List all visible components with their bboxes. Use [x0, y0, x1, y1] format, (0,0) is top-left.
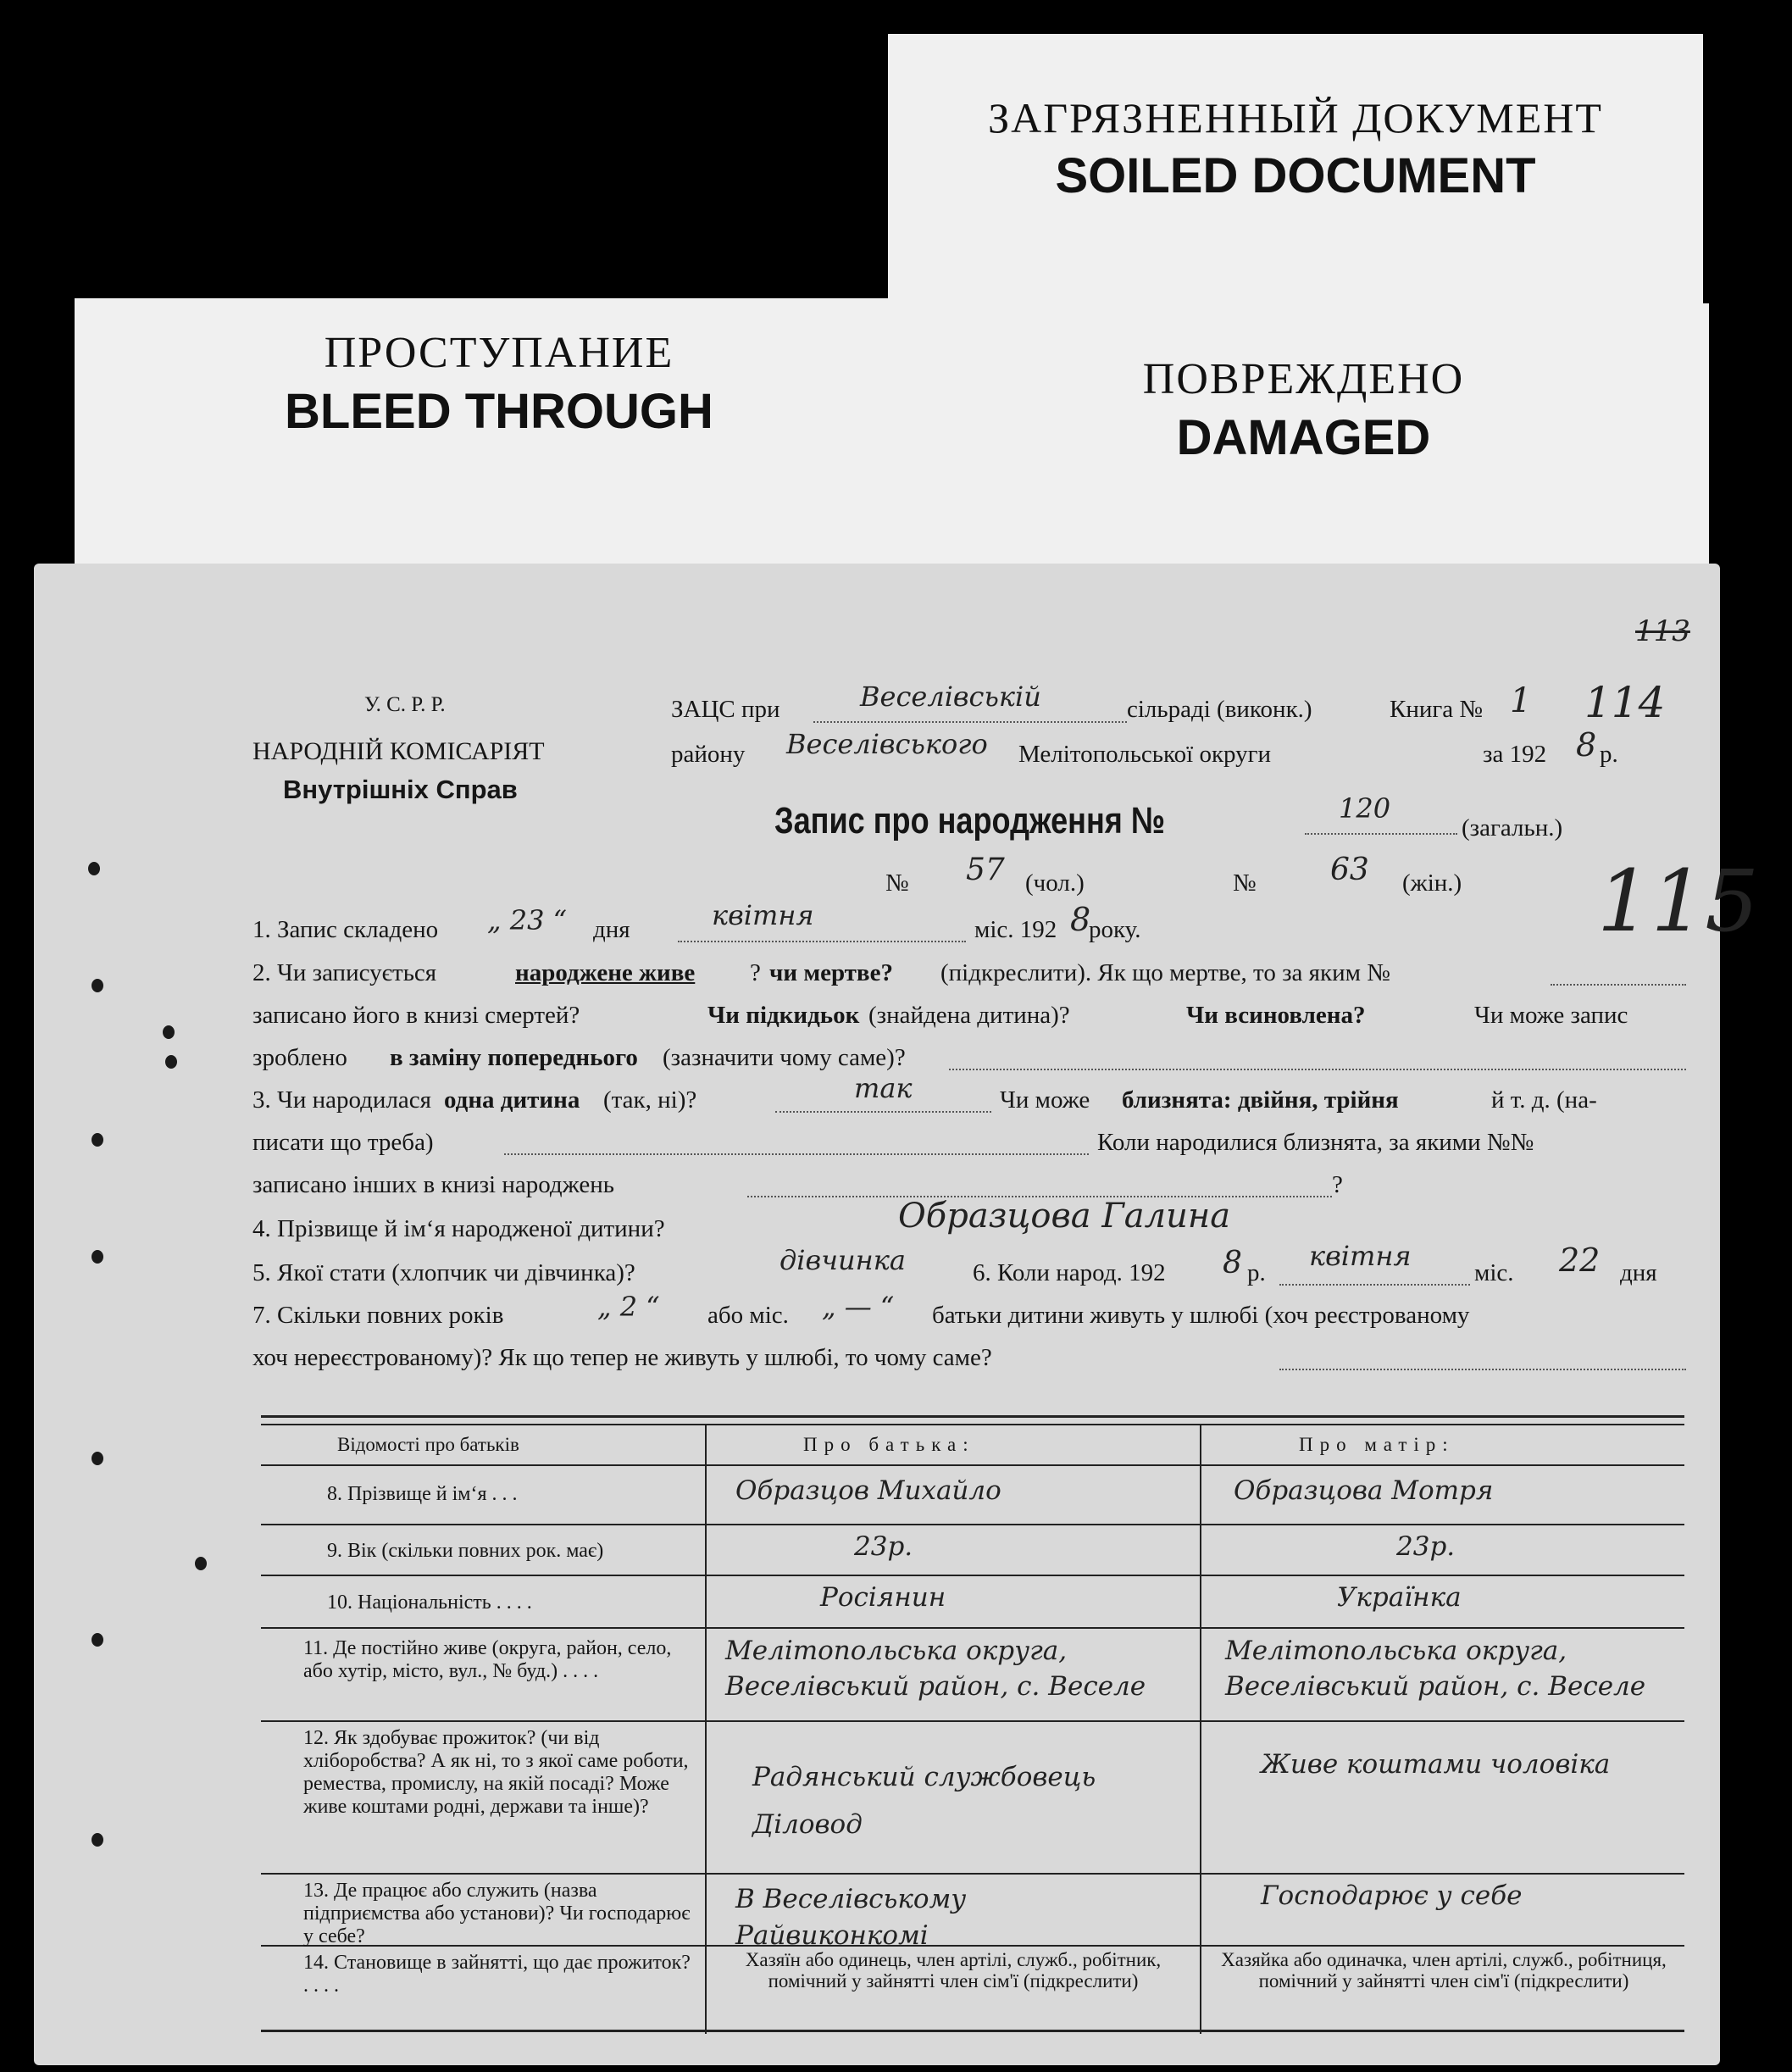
q7-line2: хоч нереєстрованому)? Як що тепер не живуть у шлюбі, то чому саме?	[252, 1344, 992, 1371]
year-digit: 8	[1576, 726, 1597, 764]
q7-text-a: 7. Скільки повних років	[252, 1302, 504, 1329]
table-bottom-rule	[261, 2030, 1684, 2032]
q6-text-b: р.	[1247, 1259, 1266, 1286]
q3-line2-b: Коли народилися близнята, за якими №№	[1097, 1129, 1534, 1156]
q7-years: „ 2 “	[597, 1291, 660, 1323]
q1-year: 8	[1070, 901, 1091, 938]
row-rule	[261, 1720, 1684, 1722]
q1-month: квітня	[712, 899, 814, 931]
soiled-label-ru: ЗАГРЯЗНЕННЫЙ ДОКУМЕНТ	[988, 94, 1603, 142]
general-number: 120	[1339, 792, 1391, 825]
q7-text-b: або міс.	[707, 1302, 789, 1329]
row-9-father: 23р.	[854, 1531, 913, 1562]
q2-text-e: (підкреслити). Як що мертве, то за яким №	[940, 959, 1390, 986]
q2-foundling: Чи підкидьок	[707, 1002, 860, 1029]
q1-day: „ 23 “	[487, 904, 567, 936]
q2-line2-a: записано його в книзі смертей?	[252, 1002, 580, 1029]
table-top-rule-2	[261, 1424, 1684, 1425]
q3-answer: так	[854, 1072, 913, 1104]
q3-line3-b: ?	[1332, 1171, 1343, 1198]
punch-hole	[165, 1055, 177, 1069]
zags-prefix: ЗАЦС при	[671, 696, 780, 723]
commissariat-label: НАРОДНІЙ КОМІСАРІЯТ	[252, 737, 545, 765]
q2-line3-underline	[949, 1069, 1686, 1070]
row-11-father: Мелітопольська округа, Веселівський район, с. Веселе	[725, 1636, 1146, 1702]
bleed-label-ru: ПРОСТУПАНИЕ	[324, 329, 674, 377]
row-12-label: 12. Як здобуває прожиток? (чи від хліборобства? А як ні, то з якої саме роботи, ремества, промислу, на якій посаді? Може живе коштами родні, держави та інше)?	[303, 1727, 689, 1818]
q5-text: 5. Якої стати (хлопчик чи дівчинка)?	[252, 1259, 635, 1286]
q1-text-a: 1. Запис складено	[252, 916, 439, 943]
parents-table	[261, 1415, 1684, 2034]
q2-number-underline	[1551, 984, 1686, 986]
q1-text-b: дня	[593, 916, 630, 943]
year-prefix: за 192	[1483, 741, 1547, 768]
soiled-label-en: SOILED DOCUMENT	[1055, 148, 1536, 203]
row-rule	[261, 1575, 1684, 1576]
year-suffix: р.	[1600, 741, 1618, 768]
row-10-label: 10. Національність . . . .	[327, 1591, 532, 1614]
row-9-mother: 23р.	[1396, 1531, 1456, 1562]
book-label: Книга №	[1390, 696, 1484, 723]
female-number-prefix: №	[1233, 869, 1257, 897]
q3-twins: близнята: двійня, трійня	[1122, 1086, 1399, 1114]
punch-hole	[92, 979, 103, 992]
row-8-mother: Образцова Мотря	[1234, 1475, 1494, 1506]
q6-month-underline	[1279, 1284, 1470, 1286]
row-14-label: 14. Становище в зайнятті, що дає прожиток? . . . .	[303, 1952, 691, 1997]
q6-text-a: 6. Коли народ. 192	[973, 1259, 1166, 1286]
q2-alive: народжене живе	[515, 959, 696, 986]
q7-months: „ — “	[822, 1291, 895, 1323]
damaged-label-ru: ПОВРЕЖДЕНО	[1142, 355, 1465, 403]
row-rule	[261, 1627, 1684, 1629]
row-rule	[261, 1873, 1684, 1875]
q3-line3-a: записано інших в книзі народжень	[252, 1171, 614, 1198]
row-9-label: 9. Вік (скільки повних рок. має)	[327, 1540, 604, 1562]
male-number-prefix: №	[885, 869, 909, 897]
q3-line2-underline	[504, 1153, 1089, 1155]
row-11-mother: Мелітопольська округа, Веселівський район, с. Веселе	[1225, 1636, 1646, 1702]
ussr-label: У. С. Р. Р.	[364, 693, 446, 716]
male-number: 57	[966, 853, 1005, 887]
q2-replacement: в заміну попереднього	[390, 1044, 638, 1071]
q3-text-f: й т. д. (на-	[1491, 1086, 1597, 1114]
col-header-info: Відомості про батьків	[337, 1434, 519, 1455]
table-top-rule	[261, 1415, 1684, 1418]
birth-record-form	[34, 564, 1759, 2065]
q2-dead: чи мертве?	[769, 959, 893, 986]
row-14-father: Хазяїн або одинець, член артілі, служб., робітник, помічний у зайнятті член сім'ї (підкреслити)	[745, 1949, 1162, 1992]
row-10-mother: Українка	[1337, 1582, 1462, 1613]
q3-answer-underline	[775, 1111, 991, 1113]
row-14-mother: Хазяйка або одиначка, член артілі, служб., робітниця, помічний у зайнятті член сім'ї (підкреслити)	[1221, 1949, 1667, 1992]
bleed-through-card	[75, 298, 924, 582]
internal-affairs-label: Внутрішніх Справ	[283, 775, 518, 804]
zags-value: Веселівській	[860, 680, 1041, 713]
q2-line2-e: Чи може запис	[1474, 1002, 1628, 1029]
row-rule	[261, 1524, 1684, 1525]
q3-text-c: (так, ні)?	[603, 1086, 697, 1114]
punch-hole	[92, 1133, 103, 1147]
male-label: (чол.)	[1025, 869, 1085, 897]
q2-text-a: 2. Чи записується	[252, 959, 437, 986]
q7-text-c: батьки дитини живуть у шлюбі (хоч реєстрованому	[932, 1302, 1470, 1329]
row-12-mother: Живе коштами чоловіка	[1261, 1749, 1611, 1780]
q2-text-c: ?	[750, 959, 761, 986]
row-13-mother: Господарює у себе	[1261, 1880, 1523, 1911]
q3-text-d: Чи може	[1000, 1086, 1090, 1114]
damaged-card	[898, 303, 1709, 575]
table-header-rule	[261, 1464, 1684, 1466]
q6-text-c: міс.	[1474, 1259, 1514, 1286]
column-divider	[705, 1424, 707, 2034]
row-13-father: В Веселівському Райвиконкомі	[735, 1884, 967, 1952]
q6-day: 22	[1559, 1242, 1601, 1279]
q4-text: 4. Прізвище й ім‘я народженої дитини?	[252, 1215, 665, 1242]
punch-hole	[92, 1833, 103, 1847]
q4-answer: Образцова Галина	[898, 1197, 1231, 1236]
punch-hole	[195, 1557, 207, 1570]
damaged-label-en: DAMAGED	[1176, 410, 1431, 465]
q2-adopted: Чи всиновлена?	[1186, 1002, 1366, 1029]
q3-text-a: 3. Чи народилася	[252, 1086, 432, 1114]
book-value: 1	[1510, 681, 1532, 720]
q3-line2-a: писати що треба)	[252, 1129, 434, 1156]
q2-line3-a: зроблено	[252, 1044, 347, 1071]
col-header-mother: Про матір:	[1299, 1434, 1455, 1455]
q7-line2-underline	[1279, 1369, 1686, 1370]
q5-answer: дівчинка	[779, 1244, 906, 1276]
punch-hole	[88, 862, 100, 875]
punch-hole	[92, 1633, 103, 1647]
q1-month-underline	[678, 941, 966, 942]
corner-number-113: 113	[1635, 614, 1690, 648]
council-label: сільраді (виконк.)	[1127, 696, 1312, 723]
soiled-document-card	[888, 34, 1703, 305]
q2-line3-c: (зазначити чому саме)?	[663, 1044, 906, 1071]
row-12-father: Радянський службовець Діловод	[752, 1762, 1096, 1840]
okrug-label: Мелітопольської округи	[1018, 741, 1272, 768]
general-underline	[1305, 833, 1457, 835]
row-13-label: 13. Де працює або служить (назва підприємства або установи)? Чи господарює у себе?	[303, 1880, 691, 1947]
corner-number-114: 114	[1584, 678, 1666, 727]
row-11-label: 11. Де постійно живе (округа, район, село, або хутір, місто, вул., № буд.) . . . .	[303, 1637, 672, 1682]
district-value: Веселівського	[786, 728, 988, 760]
general-label: (загальн.)	[1462, 814, 1563, 842]
female-number: 63	[1330, 853, 1369, 887]
q6-month: квітня	[1309, 1240, 1412, 1272]
form-title: Запис про народження №	[774, 800, 1166, 842]
punch-hole	[92, 1452, 103, 1465]
q1-text-c: міс. 192	[974, 916, 1057, 943]
female-label: (жін.)	[1402, 869, 1462, 897]
col-header-father: Про батька:	[803, 1434, 975, 1455]
bleed-label-en: BLEED THROUGH	[285, 384, 713, 439]
punch-hole	[92, 1250, 103, 1264]
q2-line2-c: (знайдена дитина)?	[868, 1002, 1070, 1029]
district-prefix: району	[671, 741, 746, 768]
row-8-label: 8. Прізвище й ім‘я . . .	[327, 1483, 518, 1505]
row-10-father: Росіянин	[820, 1582, 946, 1613]
q6-year: 8	[1223, 1246, 1242, 1280]
q1-text-d: року.	[1089, 916, 1141, 943]
q3-single: одна дитина	[444, 1086, 580, 1114]
zags-underline	[813, 721, 1127, 723]
q6-text-d: дня	[1620, 1259, 1657, 1286]
column-divider	[1200, 1424, 1201, 2034]
row-8-father: Образцов Михайло	[735, 1475, 1001, 1506]
punch-hole	[163, 1025, 175, 1039]
corner-number-115: 115	[1597, 852, 1759, 951]
